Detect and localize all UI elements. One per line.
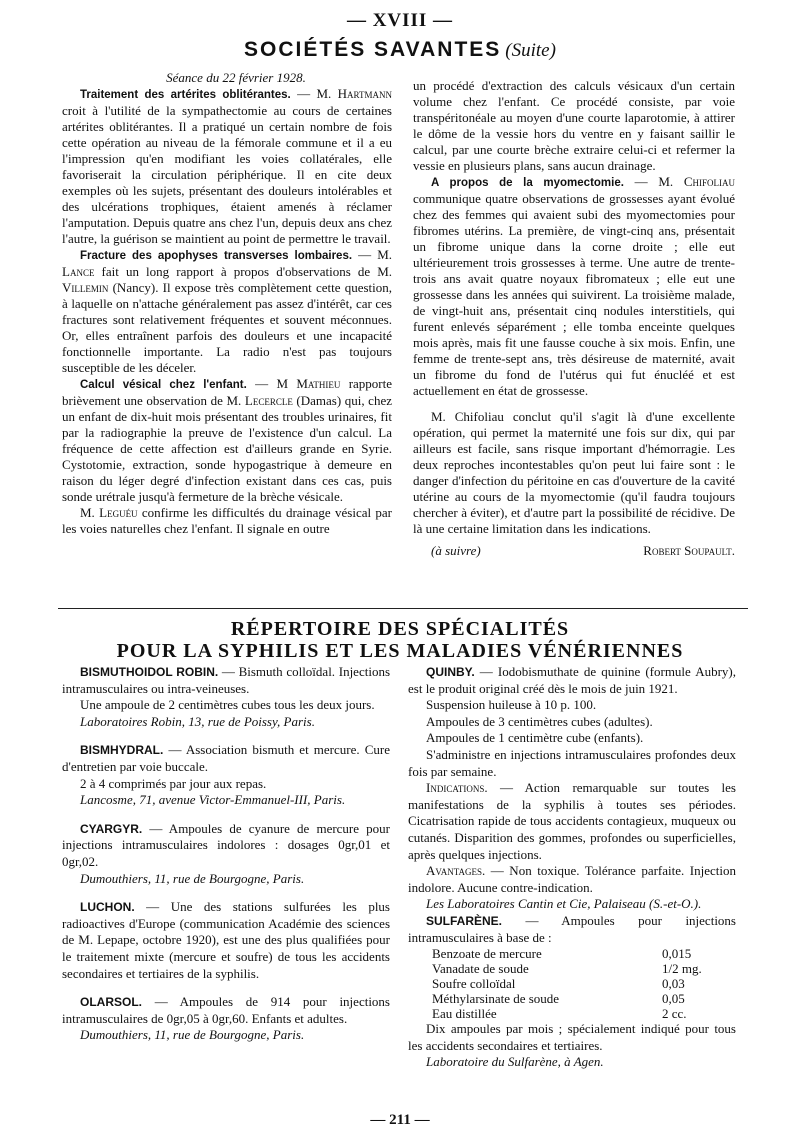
separator-rule	[58, 608, 748, 609]
text-myomectomie: communique quatre observations de grossesses ayant évolué chez des femmes qui avaient subi des myomectomies pour fibromes utérins. La première, de vingt-cinq ans, présentait un fibrome unique dans la corne droite ; elle eut ultérieurement trois grossesses à terme. Une autre de trente-trois ans avait quatre noyaux fibromateux ; elle eut une grossesse dans les années qui suivirent. La troisième malade, de vingt-huit ans, présentait cinq nodules interstitiels, qui furent enlevés séparément ; elle tomba enceinte quelques mois après, mais fit une fausse couche à six mois. Enfin, une femme de trente-sept ans, très désireuse de maternité, avait un fibrome du fond de l'utérus qui fut énucléé et est actuellement en état de grossesse.	[413, 191, 735, 398]
author-lance: Lance	[62, 264, 95, 279]
text-arterites: croit à l'utilité de la sympathectomie au cours de certaines artérites oblitérantes. Il a pratiqué un certain nombre de fois cette opération au niveau de la fémorale commune et il a eu l'impression qu'en modifiant les voies collatérales, elle favoriserait la circulation périphérique. Il en cite deux exemples où les sujets, présentant des douleurs intolérables et des ulcérations trophiques, étaient amenés à réclamer l'amputation. Depuis quatre ans chez l'un, depuis deux ans chez l'autre, la guérison se maintient au point de permettre le travail.	[62, 103, 392, 246]
label-calcul: Calcul vésical chez l'enfant.	[80, 379, 247, 391]
desc-bismhydral: — Association bismuth et mercure. Cure d'entretien par voie buccale.	[62, 742, 390, 774]
repertoire-heading	[0, 618, 800, 662]
text-fracture-b: (Nancy). Il expose très complètement cette question, à laquelle on n'attache généralement pas assez d'intérêt, car ces fractures sont relativement fréquentes et souvent méconnues. Or, elles entraînent parfois des douleurs et une incapacité fonctionnelle importante. La radio n'est pas toujours susceptible de les déceler.	[62, 280, 392, 375]
author-hartmann: Hartmann	[337, 86, 392, 101]
quinby-avantages-text: — Non toxique. Tolérance parfaite. Injection indolore. Aucune contre-indication.	[408, 863, 736, 895]
seance-date: Séance du 22 février 1928.	[166, 70, 306, 85]
quinby-line-2: Ampoules de 3 centimètres cubes (adultes).	[426, 713, 653, 729]
left-column	[62, 70, 392, 537]
right-column	[413, 78, 735, 559]
addr-olarsol: Dumouthiers, 11, rue de Bourgogne, Paris.	[80, 1027, 305, 1043]
signature-line	[413, 543, 735, 559]
paragraph-calcul	[62, 376, 392, 505]
formula-value: 0,05	[662, 991, 685, 1007]
quinby-avantages-label: Avantages.	[426, 863, 486, 879]
formula-item: Méthylarsinate de soude	[432, 991, 560, 1007]
author-villemin: Villemin	[62, 280, 109, 295]
sulfarene-formula-table	[432, 946, 732, 1021]
addr-bismuthoidol: Laboratoires Robin, 13, rue de Poissy, Paris.	[80, 713, 315, 729]
quinby-indications-text: — Action remarquable sur toutes les manifestations de la syphilis à toutes ses périodes. Cicatrisation rapide de tous accidents contagieux, muqueux ou cutanés. Disparition des gommes, profondes ou superficielles, après quelques injections.	[408, 780, 736, 862]
formula-item: Benzoate de mercure	[432, 946, 542, 962]
name-bismhydral: BISMHYDRAL.	[80, 743, 164, 758]
text-calcul-a: rapporte brièvement une observation de M.	[62, 376, 393, 408]
label-arterites: Traitement des artérites oblitérantes.	[80, 89, 291, 101]
paragraph-conclusion: M. Chifoliau conclut qu'il s'agit là d'une excellente opération, qui permet la maternité une fois sur dix, qui par ailleurs est facile, sans risque important d'hémorragie. Les deux reproches incontestables qu'on peut lui faire sont : le danger d'infection du péritoine en cas d'ouverture de la cavité utérine au cours de la myomectomie (qu'il faudra toujours chercher à éviter), et d'autre part la possibilité de récidive. De là une certaine limitation dans les indications.	[413, 409, 735, 536]
paragraph-arterites	[62, 86, 392, 247]
text-fracture-a: fait un long rapport à propos d'observations de M.	[94, 264, 392, 279]
entry-olarsol	[62, 994, 390, 1044]
label-myomectomie: A propos de la myomectomie.	[431, 177, 624, 189]
formula-row	[432, 961, 732, 976]
desc-luchon: — Une des stations sulfurées les plus radioactives d'Europe (communication Académie des sciences de M. Lepape, octobre 1920), est une des plus qualifiées pour le traitement mixte (mercure et soufre) de tous les accidents secondaires et tertiaires de la syphilis.	[62, 899, 390, 981]
author-legueu: Leguéu	[99, 505, 138, 520]
formula-row	[432, 976, 732, 991]
name-luchon: LUCHON.	[80, 900, 135, 915]
quinby-indications-label: Indications.	[426, 780, 488, 796]
text-legueu: confirme les difficultés du drainage vésical par les voies naturelles chez l'enfant. Il signale en outre	[62, 505, 392, 536]
name-bismuthoidol: BISMUTHOIDOL ROBIN.	[80, 665, 219, 679]
entry-cyargyr	[62, 821, 390, 887]
paragraph-fracture	[62, 247, 392, 376]
addr-quinby: Les Laboratoires Cantin et Cie, Palaiseau (S.-et-O.).	[426, 896, 702, 912]
author-chifoliau: Chifoliau	[683, 174, 735, 189]
signature: Robert Soupault.	[643, 543, 735, 558]
entry-bismuthoidol	[62, 664, 390, 730]
paragraph-procede: un procédé d'extraction des calculs vésicaux d'un certain volume chez l'enfant. Ce procédé consiste, par voie transpéritonéale au moyen d'une courte laparotomie, à attirer le dôme de la vessie hors du ventre en y faisant saillir le calcul, par une courte brèche extraire celui-ci et refermer la vessie en plusieurs plans, sans aucun drainage.	[413, 78, 735, 173]
paragraph-legueu	[62, 505, 392, 537]
desc-olarsol: — Ampoules de 914 pour injections intramusculaires de 0gr,05 à 0gr,60. Enfants et adultes.	[62, 994, 390, 1026]
formula-value: 1/2 mg.	[662, 961, 702, 977]
addr-bismhydral: Lancosme, 71, avenue Victor-Emmanuel-III, Paris.	[80, 792, 346, 808]
sulfarene-line-1: Dix ampoules par mois ; spécialement indiqué pour tous les accidents secondaires et tertiaires.	[408, 1021, 736, 1053]
formula-row	[432, 946, 732, 961]
section-title: SOCIÉTÉS SAVANTES	[244, 38, 502, 61]
desc-cyargyr: — Ampoules de cyanure de mercure pour injections intramusculaires indolores : dosages 0gr,01 et 0gr,02.	[62, 820, 390, 869]
formula-value: 0,015	[662, 946, 692, 962]
author-lecercle: Lecercle	[244, 393, 293, 408]
name-sulfarene: SULFARÈNE.	[426, 913, 503, 928]
name-cyargyr: CYARGYR.	[80, 821, 143, 836]
desc-quinby: — Iodobismuthate de quinine (formule Aubry), est le produit original créé dès le mois de juin 1921.	[408, 664, 736, 696]
author-mathieu: Mathieu	[296, 376, 341, 391]
formula-row	[432, 1006, 732, 1021]
section-suite: (Suite)	[505, 40, 556, 61]
repertoire-title-2: POUR LA SYPHILIS ET LES MALADIES VÉNÉRIENNES	[116, 640, 684, 662]
label-fracture: Fracture des apophyses transverses lombaires.	[80, 250, 353, 262]
a-suivre: (à suivre)	[431, 543, 481, 558]
name-olarsol: OLARSOL.	[80, 995, 142, 1010]
quinby-line-4: S'administre en injections intramusculaires profondes deux fois par semaine.	[408, 746, 736, 779]
formula-value: 2 cc.	[662, 1006, 687, 1022]
repertoire-title-1: RÉPERTOIRE DES SPÉCIALITÉS	[230, 618, 570, 640]
formula-item: Soufre colloïdal	[432, 976, 516, 992]
formula-item: Eau distillée	[432, 1006, 497, 1022]
dash: — M.	[290, 86, 338, 101]
entry-luchon	[62, 899, 390, 982]
desc-bismuthoidol: — Bismuth colloïdal. Injections intramusculaires ou intra-veineuses.	[62, 664, 390, 696]
quinby-line-1: Suspension huileuse à 10 p. 100.	[426, 697, 597, 713]
prefix: M.	[80, 505, 100, 520]
dash: — M.	[352, 247, 393, 262]
text-calcul-b: (Damas) qui, chez un enfant de dix-huit mois présentant des troubles urinaires, fit par la radiographie la preuve de l'existence d'un calcul. La fréquence de cette affection est d'ailleurs grande en Syrie. Cystotomie, extraction, sonde hypogastrique à demeure en raison du léger degré d'infection existant dans ces cas, puis sonde urétrale jusqu'à fermeture de la brèche vésicale.	[62, 393, 392, 504]
desc-sulfarene: — Ampoules pour injections intramusculaires à base de :	[408, 912, 736, 945]
entry-bismhydral	[62, 742, 390, 808]
formula-value: 0,03	[662, 976, 685, 992]
roman-folio: — XVIII —	[346, 10, 454, 31]
entry-quinby	[408, 664, 736, 913]
paragraph-myomectomie	[413, 174, 735, 399]
page-number: — 211 —	[370, 1112, 430, 1128]
dose-bismhydral: 2 à 4 comprimés par jour aux repas.	[80, 775, 267, 791]
name-quinby: QUINBY.	[426, 665, 475, 679]
addr-sulfarene: Laboratoire du Sulfarène, à Agen.	[426, 1054, 604, 1070]
dash: — M	[246, 376, 297, 391]
addr-cyargyr: Dumouthiers, 11, rue de Bourgogne, Paris.	[80, 870, 305, 886]
repertoire-right	[408, 664, 736, 1071]
dash: — M.	[623, 174, 684, 189]
formula-row	[432, 991, 732, 1006]
repertoire-left	[62, 664, 390, 1044]
section-heading	[0, 38, 800, 62]
quinby-line-3: Ampoules de 1 centimètre cube (enfants).	[426, 730, 644, 746]
formula-item: Vanadate de soude	[432, 961, 529, 977]
dose-bismuthoidol: Une ampoule de 2 centimètres cubes tous les deux jours.	[80, 697, 375, 713]
entry-sulfarene	[408, 913, 736, 1071]
